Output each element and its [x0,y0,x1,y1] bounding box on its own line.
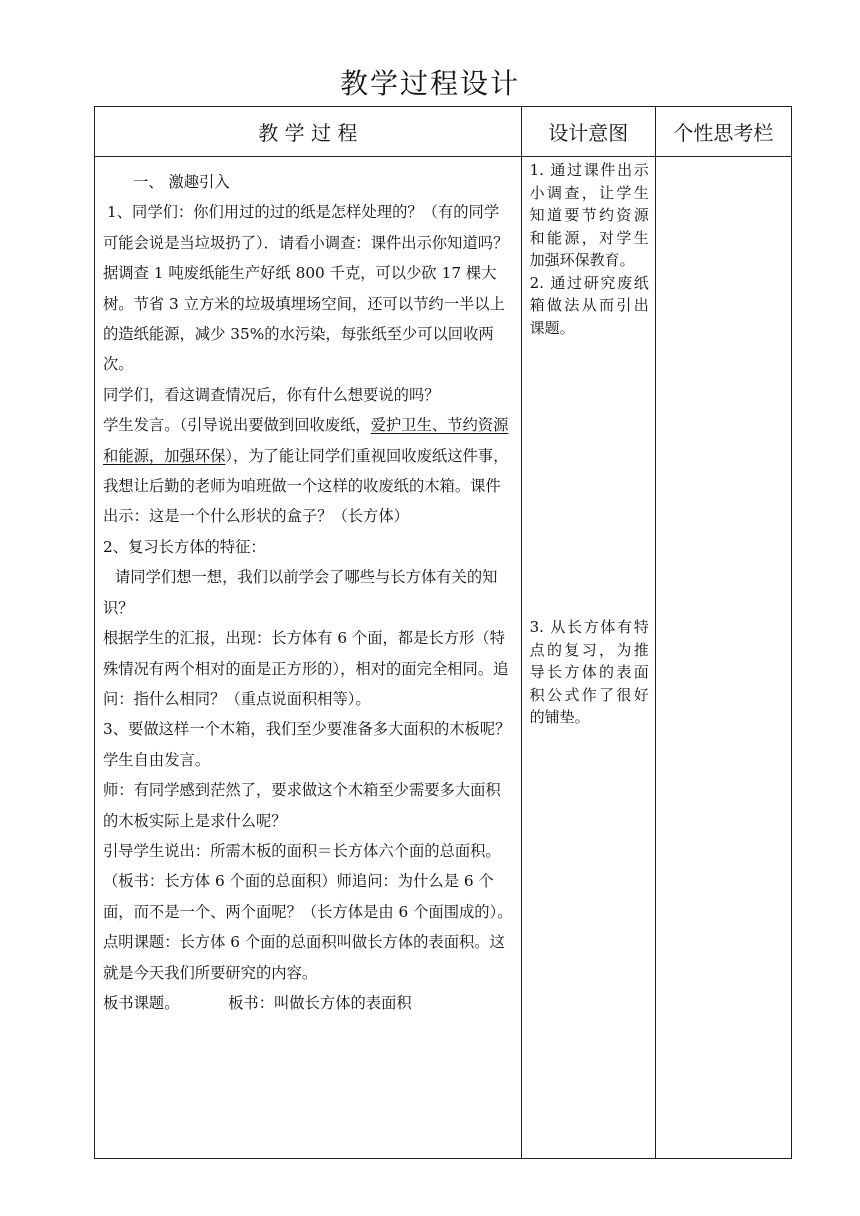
paragraph: 师：有同学感到茫然了，要求做这个木箱至少需要多大面积的木板实际上是求什么呢？ [103,781,501,830]
page-title: 教学过程设计 [339,67,520,100]
table-header-row [95,107,792,157]
paragraph: 学生自由发言。 [103,750,211,769]
table-body-row [95,157,792,1159]
header-notes: 个性思考栏 [655,107,791,157]
header-process: 教 学 过 程 [95,107,522,157]
paragraph: 根据学生的汇报，出现：长方体有 6 个面，都是长方形（特殊情况有两个相对的面是正方形的），相对的面完全相同。追问：指什么相同？（重点说面积相等）。 [103,629,509,708]
process-cell [95,157,522,1159]
intent-item: 1. 通过课件出示小调查，让学生知道要节约资源和能源，对学生加强环保教育。 [529,161,649,269]
intent-item: 3. 从长方体有特点的复习，为推导长方体的表面积公式作了很好的铺垫。 [529,618,649,726]
notes-cell [655,157,791,1159]
paragraph: 1、同学们：你们用过的过的纸是怎样处理的？（有的同学可能会说是当垃圾扔了）．请看小调查：课件出示你知道吗？据调查 1 吨废纸能生产好纸 800 千克，可以少砍 17 棵大树。节省 3 立方米的垃圾填埋场空间，还可以节约一半以上的造纸能源，减少 35%的水污染，每张纸至少可以回收两次。 [103,203,509,374]
paragraph: 同学们，看这调查情况后，你有什么想要说的吗？ [103,385,440,404]
paragraph: 板书课题。 板书：叫做长方体的表面积 [103,993,412,1012]
section-heading: 一、 激趣引入 [133,173,230,191]
paragraph: 请同学们想一想，我们以前学会了哪些与长方体有关的知识？ [103,568,498,617]
section-heading: 2、复习长方体的特征： [103,537,266,556]
underlined-text: 爱护卫生、节约资源和能源，加强环保 [103,416,509,465]
paragraph: 学生发言。（引导说出要做到回收废纸，爱护卫生、节约资源和能源，加强环保），为了能让同学们重视回收废纸这件事，我想让后勤的老师为咱班做一个这样的收废纸的木箱。课件出示：这是一个什么形状的盒子？（长方体） [103,416,509,526]
header-intent: 设计意图 [521,107,655,157]
lesson-table [94,106,792,1159]
paragraph: 引导学生说出：所需木板的面积＝长方体六个面的总面积。（板书：长方体 6 个面的总面积）师追问：为什么是 6 个面，而不是一个、两个面呢？（长方体是由 6 个面围成的）。 [103,841,513,921]
intent-item: 2. 通过研究废纸箱做法从而引出课题。 [529,273,649,337]
paragraph: 点明课题：长方体 6 个面的总面积叫做长方体的表面积。这就是今天我们所要研究的内容。 [103,933,505,982]
section-heading: 3、要做这样一个木箱，我们至少要准备多大面积的木板呢？ [103,720,511,739]
spacer [530,339,649,616]
intent-cell [521,157,655,1159]
